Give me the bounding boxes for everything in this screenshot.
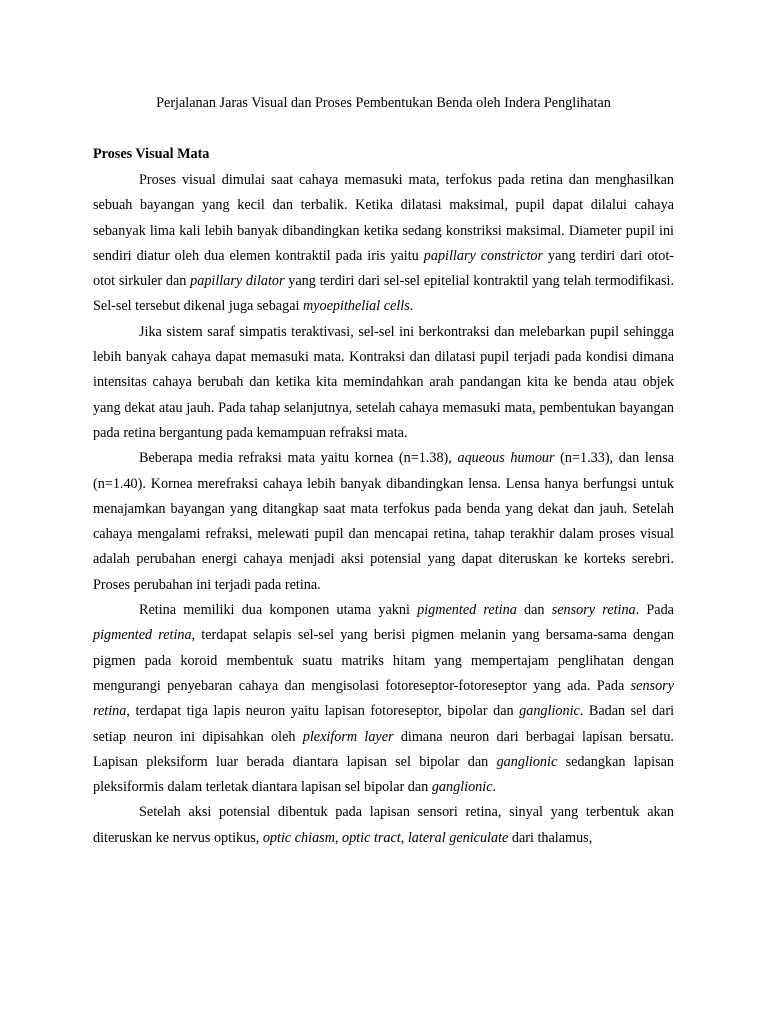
term-ganglionic: ganglionic xyxy=(519,703,580,720)
paragraph-4-text: , terdapat tiga lapis neuron yaitu lapisan fotoreseptor, bipolar dan xyxy=(126,703,520,720)
paragraph-5-text: dari thalamus, xyxy=(508,829,593,846)
paragraph-4-text: . Pada xyxy=(635,602,674,619)
paragraph-4-text: sedangkan lapisan pleksiformis dalam terletak diantara lapisan sel bipolar dan xyxy=(93,753,674,796)
term-sensory-retina: sensory retina xyxy=(93,677,674,720)
paragraph-5 xyxy=(93,800,674,851)
paragraph-5-text: , xyxy=(400,829,408,846)
term-papillary-constrictor: papillary constrictor xyxy=(423,247,544,264)
paragraph-4-text: dimana neuron dari berbagai lapisan bersatu. Lapisan pleksiform luar berada diantara lapisan sel bipolar dan xyxy=(93,728,674,770)
term-optic-tract: optic tract xyxy=(342,829,401,846)
paragraph-3-text: Beberapa media refraksi mata yaitu kornea (n=1.38), xyxy=(139,450,458,467)
paragraph-1 xyxy=(93,168,674,320)
paragraph-4-text: . xyxy=(492,779,497,796)
paragraph-4-text: , terdapat selapis sel-sel yang berisi pigmen melanin yang bersama-sama dengan pigmen pada koroid membentuk suatu matriks hitam yang mempertajam penglihatan dengan mengurangi penyebaran cahaya dan mengisolasi fotoreseptor-fotoreseptor yang ada. Pada xyxy=(93,627,674,694)
term-pigmented-retina: pigmented retina xyxy=(417,602,517,619)
document-body xyxy=(93,168,674,851)
term-myoepithelial-cells: myoepithelial cells xyxy=(303,298,410,315)
term-plexiform-layer: plexiform layer xyxy=(302,728,394,745)
paragraph-1-text: Proses visual dimulai saat cahaya memasuki mata, terfokus pada retina dan menghasilkan sebuah bayangan yang kecil dan terbalik. Ketika dilatasi maksimal, pupil dapat dilalui cahaya sebanyak lima kali lebih banyak dibandingkan ketika sedang konstriksi maksimal. Diameter pupil ini sendiri diatur oleh dua elemen kontraktil pada iris yaitu xyxy=(93,172,674,264)
term-optic-chiasm: optic chiasm xyxy=(262,829,335,846)
paragraph-4-text: dan xyxy=(516,602,552,619)
paragraph-1-text: yang terdiri dari otot-otot sirkuler dan xyxy=(93,247,674,290)
paragraph-2 xyxy=(93,320,674,446)
term-papillary-dilator: papillary dilator xyxy=(190,273,285,290)
paragraph-5-text: Setelah aksi potensial dibentuk pada lapisan sensori retina, sinyal yang terbentuk akan diteruskan ke nervus optikus, xyxy=(93,804,674,846)
paragraph-1-text: yang terdiri dari sel-sel epitelial kontraktil yang telah termodifikasi. Sel-sel tersebut dikenal juga sebagai xyxy=(93,273,675,315)
paragraph-3 xyxy=(93,446,674,598)
paragraph-4-text: . Badan sel dari setiap neuron ini dipisahkan oleh xyxy=(93,703,675,745)
term-aqueous-humour: aqueous humour xyxy=(457,450,555,467)
term-ganglionic: ganglionic xyxy=(496,753,558,770)
paragraph-1-text: . xyxy=(409,298,414,315)
paragraph-4-text: Retina memiliki dua komponen utama yakni xyxy=(139,602,418,619)
term-lateral-geniculate: lateral geniculate xyxy=(407,829,509,846)
section-heading: Proses Visual Mata xyxy=(93,146,210,162)
document-title: Perjalanan Jaras Visual dan Proses Pembentukan Benda oleh Indera Penglihatan xyxy=(156,95,611,111)
term-ganglionic: ganglionic xyxy=(431,779,493,796)
paragraph-4 xyxy=(93,598,674,800)
paragraph-5-text: , xyxy=(334,829,343,846)
paragraph-3-text: (n=1.33), dan lensa (n=1.40). Kornea merefraksi cahaya lebih banyak dibandingkan lensa. Lensa hanya berfungsi untuk menajamkan bayangan yang ditangkap saat mata terfokus pada benda yang dekat dan jauh. Setelah cahaya mengalami refraksi, melewati pupil dan mencapai retina, tahap terakhir dalam proses visual adalah perubahan energi cahaya menjadi aksi potensial yang dapat diteruskan ke korteks serebri. Proses perubahan ini terjadi pada retina. xyxy=(93,450,675,593)
term-pigmented-retina: pigmented retina xyxy=(93,627,192,644)
term-sensory-retina: sensory retina xyxy=(551,602,636,619)
paragraph-2-text: Jika sistem saraf simpatis teraktivasi, sel-sel ini berkontraksi dan melebarkan pupil sehingga lebih banyak cahaya dapat memasuki mata. Kontraksi dan dilatasi pupil terjadi pada kondisi dimana intensitas cahaya berubah dan ketika kita memindahkan arah pandangan kita ke benda atau objek yang dekat atau jauh. Pada tahap selanjutnya, setelah cahaya memasuki mata, pembentukan bayangan pada retina bergantung pada kemampuan refraksi mata. xyxy=(93,323,674,441)
